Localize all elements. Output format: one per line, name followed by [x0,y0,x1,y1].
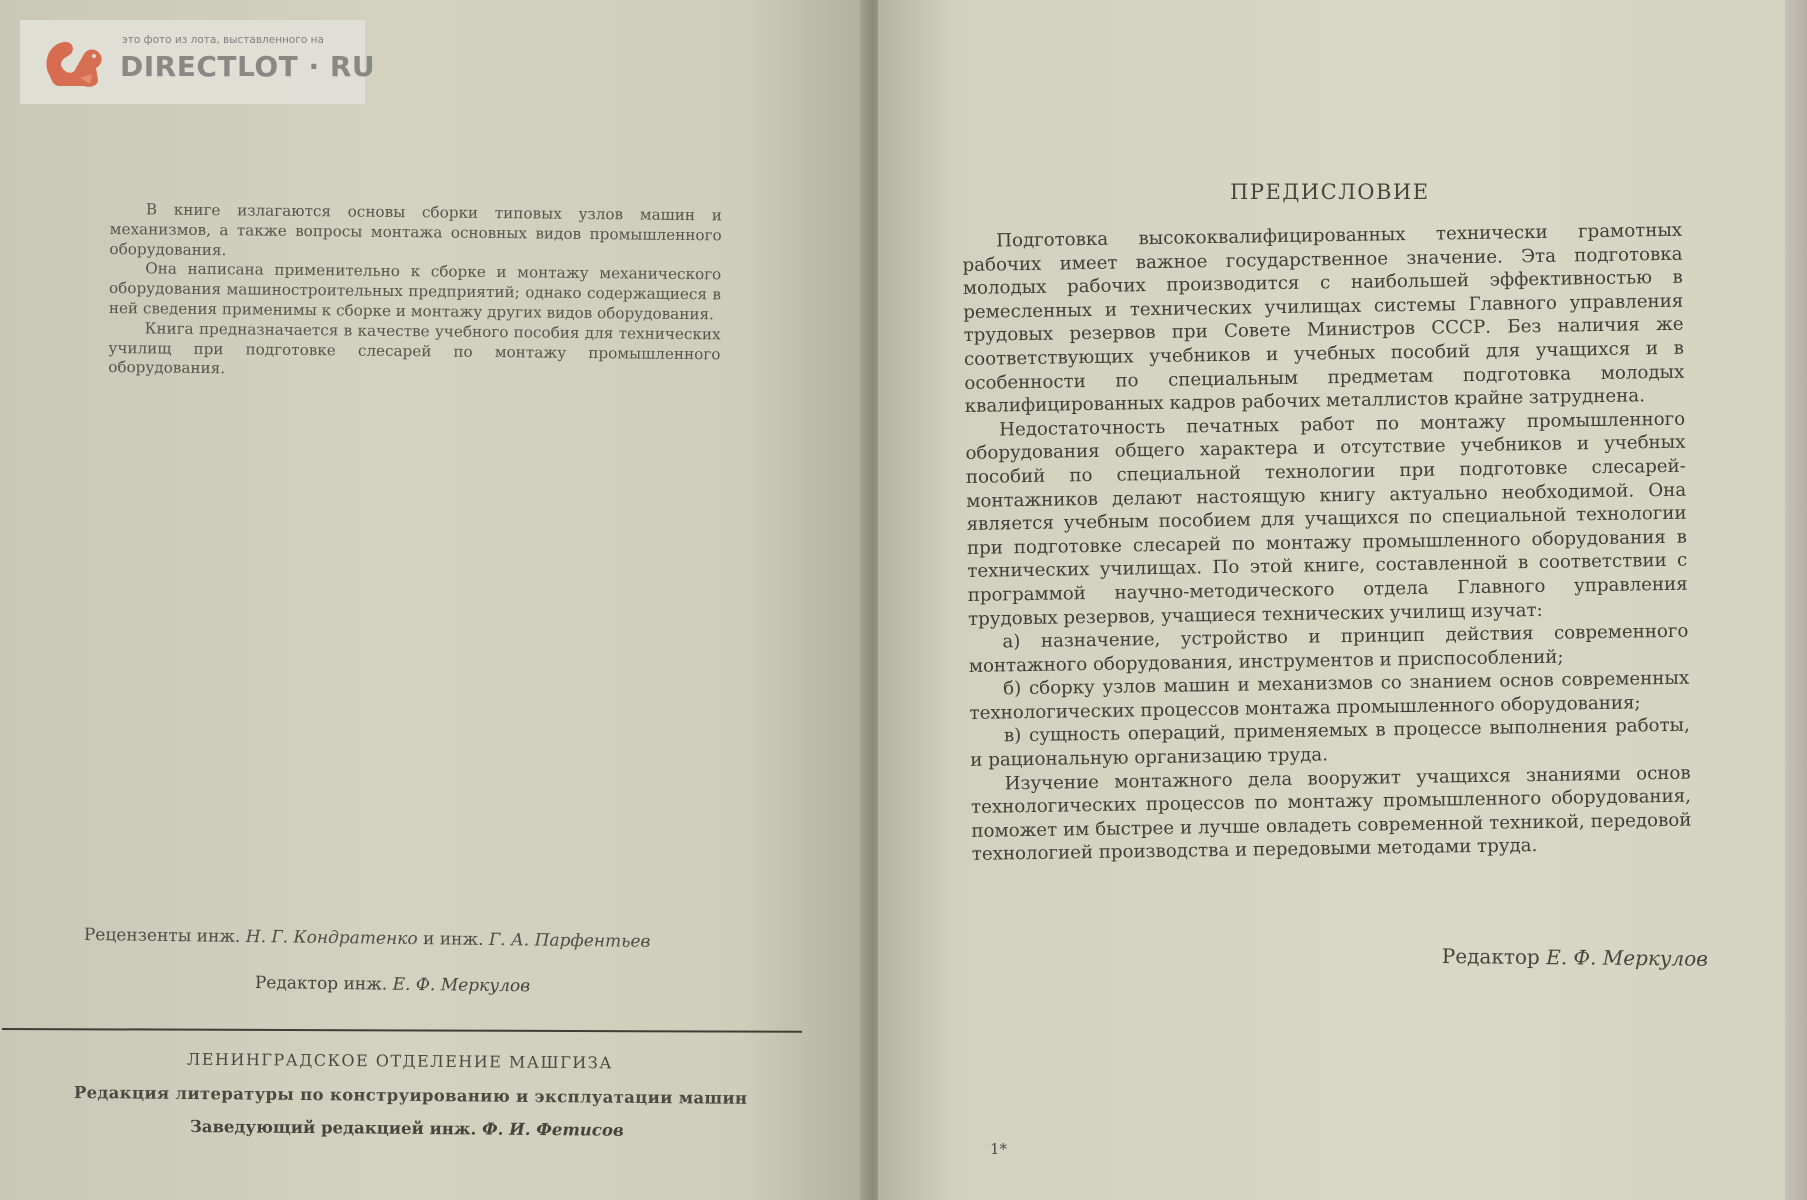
preface-paragraph: Изучение монтажного дела вооружит учащихся знаниями основ технологических процессов по монтажу промышленного оборудования, поможет им быстрее и лучше овладеть современной техникой, передовой технологией производства и передовыми методами труда. [970,762,1692,866]
squirrel-logo-icon [40,34,110,94]
reviewer-name-1: Н. Г. Кондратенко [245,926,418,950]
editor-name: Е. Ф. Меркулов [392,974,531,997]
preface-list-item: б) сборку узлов машин и механизмов со знанием основ современных технологических процессов монтажа промышленного оборудования; [969,667,1690,724]
edition-line: Редакция литературы по конструированию и эксплуатации машин [73,1083,748,1108]
preface-text [962,219,1692,867]
annotation-paragraph: Она написана применительно к сборке и монтажу механического оборудования машиностроительных предприятий; однако содержащиеся в ней сведения применимы к сборке и монтажу других видов оборудования. [108,259,722,324]
reviewers-label: Рецензенты инж. [83,925,241,947]
editor-line-right [1442,944,1708,971]
publisher-name: ЛЕНИНГРАДСКОЕ ОТДЕЛЕНИЕ МАШГИЗА [186,1049,613,1073]
head-editor-label: Заведующий редакцией инж. [189,1117,477,1139]
preface-list-item: в) сущность операций, применяемых в процессе выполнения работы, и рациональную организацию труда. [970,715,1691,771]
annotation-paragraph: В книге излагаются основы сборки типовых узлов машин и механизмов, а также вопросы монтажа основных видов промышленного оборудования. [109,200,722,259]
signature-mark: 1* [990,1140,1008,1158]
divider-rule [2,1028,802,1033]
reviewers-line [84,925,651,952]
watermark [20,20,376,104]
editor-label: Редактор [1441,944,1540,970]
preface-paragraph: Недостаточность печатных работ по монтажу промышленного оборудования общего характера и отсутствие учебников и учебных пособий по специальной технологии при подготовке слесарей-монтажников делают настоящую книгу актуально необходимой. Она является учебным пособием для учащихся по специальной технологии при подготовке слесарей по монтажу промышленного оборудования в технических училищах. По этой книге, составленной в соответствии с программой научно-методического отдела Главного управления трудовых резервов, учащиеся технических училищ изучат: [965,408,1688,630]
annotation-text [108,200,722,385]
head-editor-name: Ф. И. Фетисов [481,1119,624,1140]
watermark-caption: это фото из лота, выставленного на [122,34,324,46]
preface-title: ПРЕДИСЛОВИЕ [1230,180,1430,204]
reviewer-name-2: Г. А. Парфентьев [488,929,651,952]
annotation-paragraph: Книга предназначается в качестве учебного пособия для технических училищ при подготовке слесарей по монтажу промышленного оборудования. [108,319,721,378]
reviewers-connector: и инж. [422,929,484,950]
editor-line-left [255,973,530,996]
watermark-brand: DIRECTLOT · RU [120,50,376,83]
preface-paragraph: Подготовка высококвалифицированных технически грамотных рабочих имеет важное государственное значение. Эта подготовка молодых рабочих производится с наибольшей эффективностью в ремесленных и технических училищах системы Главного управления трудовых резервов при Совете Министров СССР. Без наличия же соответствующих учебников и учебных пособий для учащихся и в особенности по специальным предметам подготовка молодых квалифицированных кадров рабочих металлистов крайне затруднена. [962,219,1685,418]
left-page [0,0,870,1200]
editor-name: Е. Ф. Меркулов [1546,945,1709,971]
editor-label: Редактор инж. [254,973,388,995]
head-editor-line [190,1117,624,1140]
preface-list-item: а) назначение, устройство и принцип действия современного монтажного оборудования, инструментов и приспособлений; [968,620,1689,677]
page-edge [1785,0,1807,1200]
